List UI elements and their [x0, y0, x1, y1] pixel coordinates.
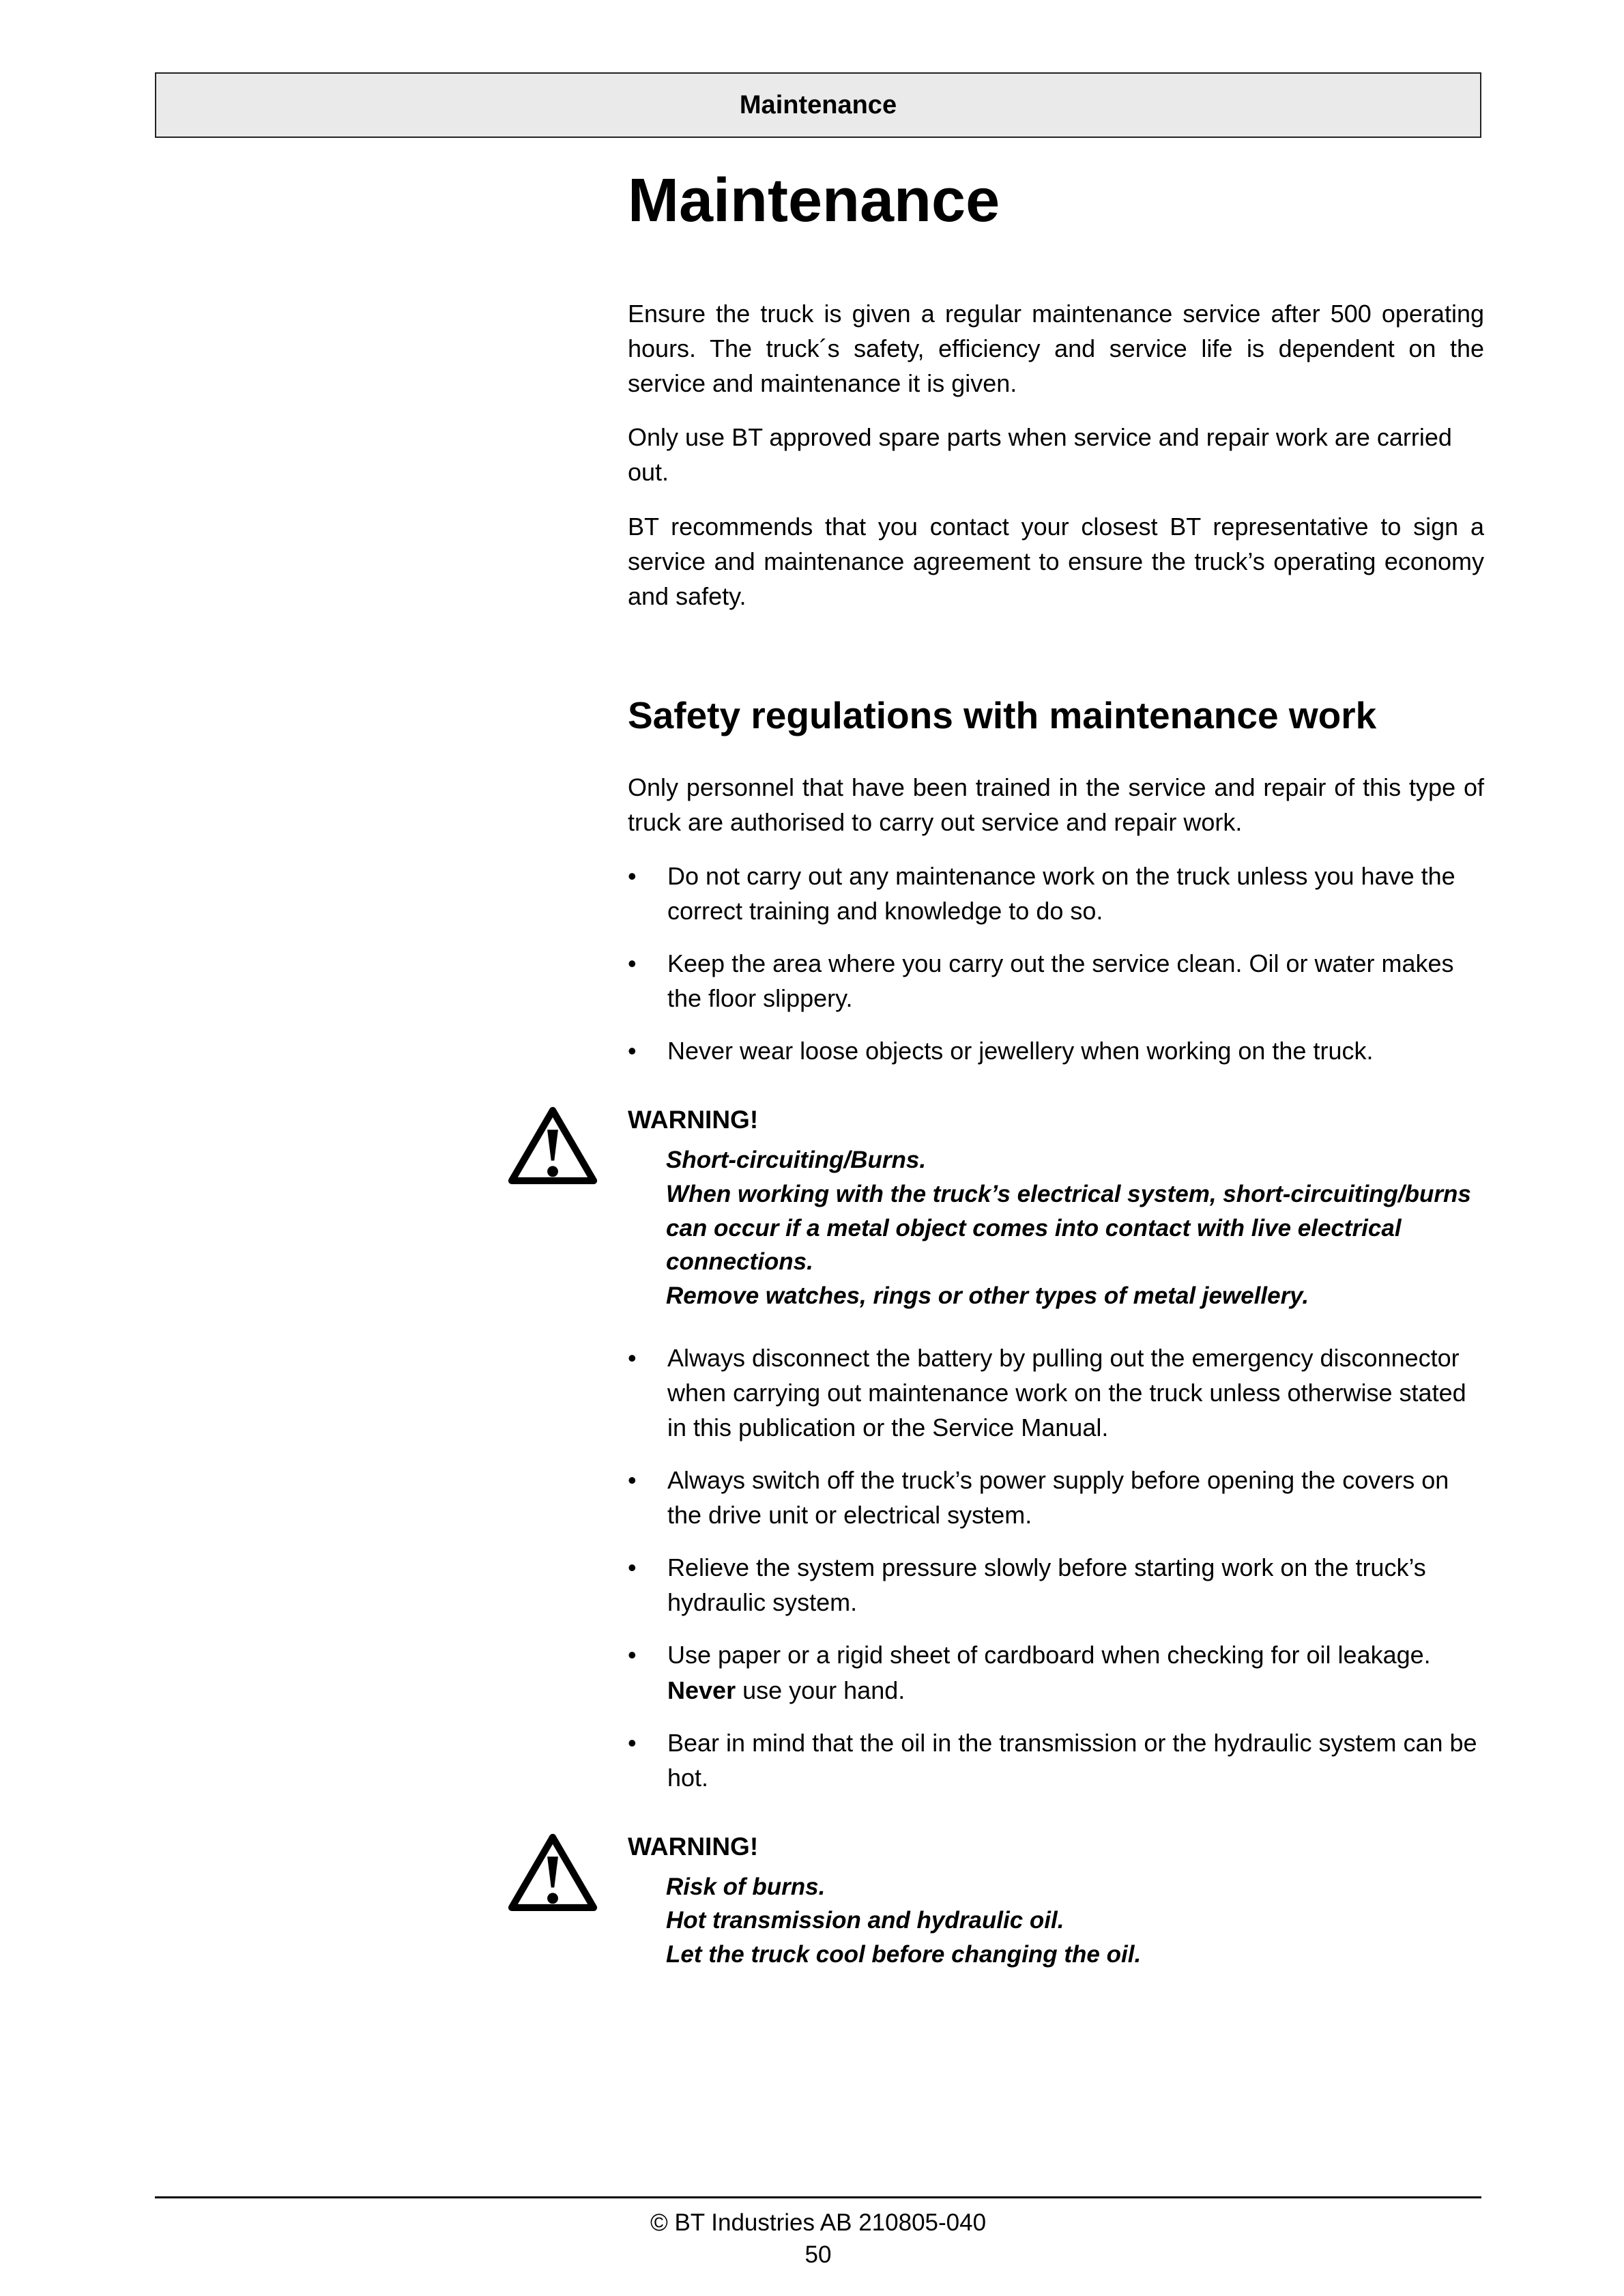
warning-text: [666, 1870, 1484, 1972]
list-item-text-suffix: use your hand.: [736, 1676, 905, 1704]
warning-block: [628, 1829, 1484, 1972]
list-item: [628, 1463, 1484, 1532]
intro-paragraph: Only use BT approved spare parts when service and repair work are carried out.: [628, 423, 1452, 487]
bullet-marker: •: [628, 1343, 637, 1372]
list-item: [628, 1033, 1484, 1068]
list-item-text: Always disconnect the battery by pulling out the emergency disconnector when carrying out maintenance work on the truck unless otherwise stated in this publication or the Service Manual.: [667, 1343, 1466, 1441]
warning-label: WARNING!: [628, 1106, 759, 1134]
page-footer: [155, 2196, 1481, 2271]
page-number: 50: [804, 2241, 832, 2269]
warning-line: Risk of burns.: [666, 1873, 826, 1900]
warning-triangle-icon: [506, 1105, 599, 1187]
page-title: Maintenance: [628, 167, 1000, 235]
copyright-line: © BT Industries AB 210805-040: [650, 2209, 987, 2236]
warning-line: Hot transmission and hydraulic oil.: [666, 1907, 1064, 1934]
bullet-marker: •: [628, 1465, 637, 1494]
list-item-text: Keep the area where you carry out the service clean. Oil or water makes the floor slippery.: [667, 949, 1454, 1013]
list-item: [628, 1725, 1484, 1795]
bullet-marker: •: [628, 861, 637, 890]
warning-line: Remove watches, rings or other types of metal jewellery.: [666, 1282, 1309, 1309]
list-item: [628, 859, 1484, 928]
list-item-text: Bear in mind that the oil in the transmission or the hydraulic system can be hot.: [667, 1728, 1477, 1792]
list-item-text: Never wear loose objects or jewellery when working on the truck.: [667, 1037, 1374, 1065]
list-item-text: Relieve the system pressure slowly before starting work on the truck’s hydraulic system.: [667, 1553, 1426, 1617]
warning-triangle-icon: [506, 1832, 599, 1914]
warning-line: When working with the truck’s electrical system, short-circuiting/burns can occur if a metal object comes into contact with live electrical connections.: [666, 1180, 1471, 1276]
list-item-text-emphasis: Never: [667, 1676, 736, 1704]
bullet-marker: •: [628, 1553, 637, 1582]
bullet-marker: •: [628, 1728, 637, 1757]
content-column: [628, 167, 1484, 1999]
list-item-text: [667, 1637, 1484, 1707]
list-item-text-prefix: Use paper or a rigid sheet of cardboard when checking for oil leakage.: [667, 1641, 1431, 1669]
list-item: [628, 1637, 1484, 1707]
intro-paragraph: Ensure the truck is given a regular maintenance service after 500 operating hours. The truck´s safety, efficiency and service life is dependent on the service and maintenance it is given.: [628, 300, 1484, 398]
warning-line: Let the truck cool before changing the oil.: [666, 1941, 1142, 1968]
list-item: [628, 946, 1484, 1016]
section-heading: Safety regulations with maintenance work: [628, 693, 1377, 736]
list-item-text: Always switch off the truck’s power supply before opening the covers on the drive unit or electrical system.: [667, 1465, 1449, 1530]
bullet-marker: •: [628, 1641, 637, 1669]
warning-block: [628, 1102, 1484, 1312]
bullet-marker: •: [628, 949, 637, 978]
list-item: [628, 1550, 1484, 1620]
section-intro: Only personnel that have been trained in the service and repair of this type of truck are authorised to carry out service and repair work.: [628, 773, 1484, 836]
intro-paragraph: BT recommends that you contact your closest BT representative to sign a service and maintenance agreement to ensure the truck’s operating economy and safety.: [628, 512, 1484, 610]
page-header: [155, 72, 1481, 138]
warning-text: [666, 1143, 1484, 1312]
list-item: [628, 1340, 1484, 1445]
list-item-text: Do not carry out any maintenance work on the truck unless you have the correct training and knowledge to do so.: [667, 861, 1455, 925]
bullet-marker: •: [628, 1037, 637, 1065]
warning-label: WARNING!: [628, 1832, 759, 1861]
header-label: Maintenance: [739, 90, 897, 119]
warning-line: Short-circuiting/Burns.: [666, 1147, 927, 1174]
